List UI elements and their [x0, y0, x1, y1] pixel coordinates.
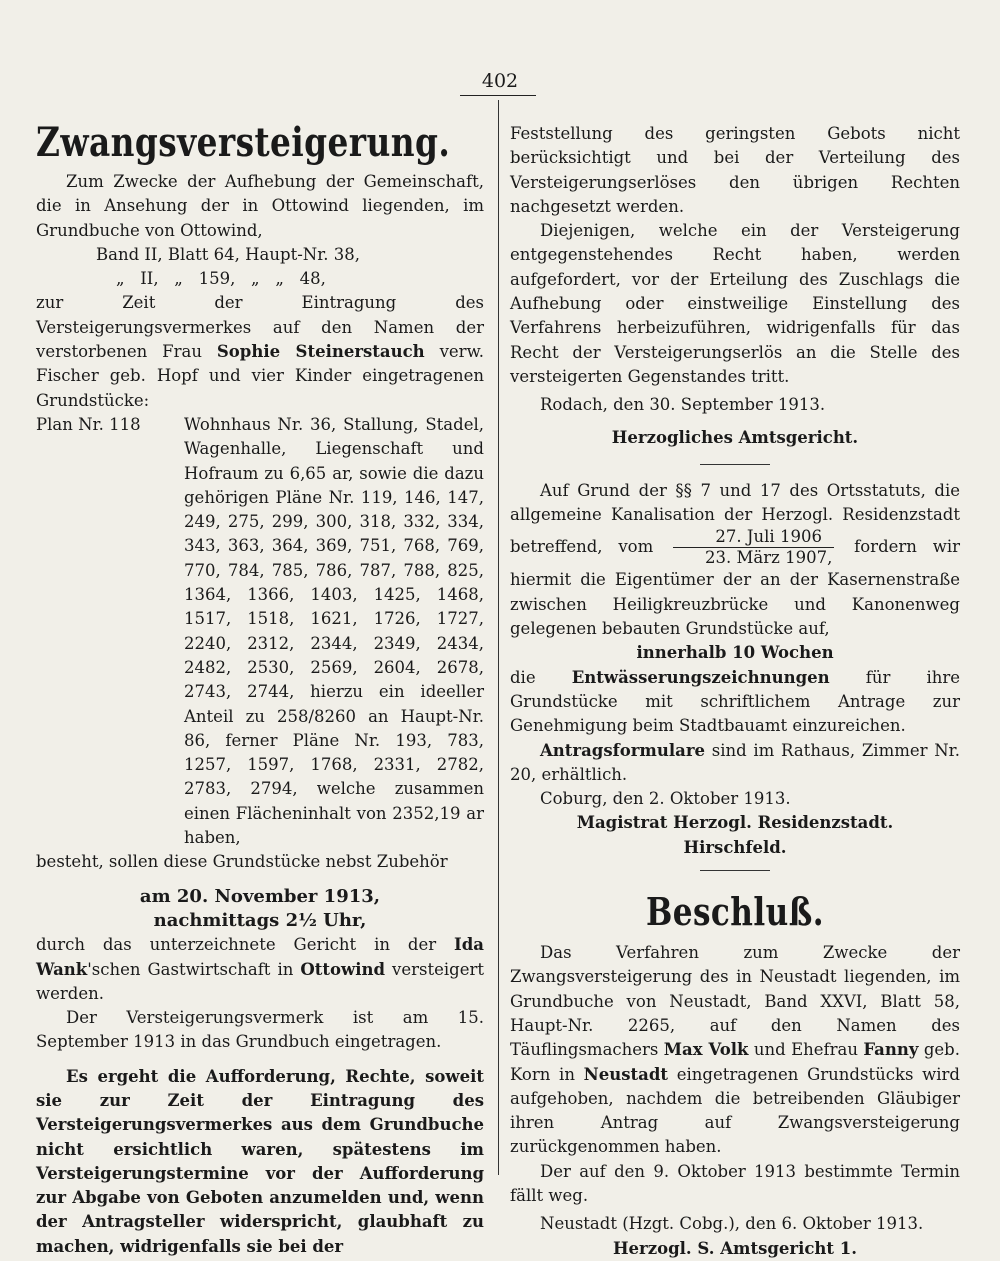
fraction-numerator: 27. Juli 1906	[673, 527, 834, 548]
ottowind-name: Ottowind	[300, 959, 386, 979]
diejenigen-paragraph: Diejenigen, welche ein der Versteigerung entgegenstehendes Recht haben, werden aufgefordert, vor der Erteilung des Zuschlags die Aufhebung oder einstweilige Einstellung des Verfahrens herbeizuführen, widrigenfalls für das Recht der Versteigerungserlös an die Stelle des versteigerten Gegenstandes tritt.	[510, 221, 960, 386]
owner-rest: verw. Fischer geb. Hopf und vier Kinder eingetragenen Grundstücke:	[36, 342, 484, 410]
page-number-rule	[460, 95, 536, 96]
neustadt-date: Neustadt (Hzgt. Cobg.), den 6. Oktober 1913.	[540, 1214, 924, 1234]
die-word: die	[510, 667, 572, 687]
band-line-1: Band II, Blatt 64, Haupt-Nr. 38,	[96, 244, 361, 264]
entry-text: zur Zeit der Eintragung des Versteigerungsvermerkes auf den Namen der verstorbenen Frau	[36, 293, 484, 362]
court-signature-1: Herzogliches Amtsgericht.	[611, 427, 859, 447]
formulare-word: Antragsformulare	[540, 740, 706, 760]
vermerk-paragraph: Der Versteigerungsvermerk ist am 15. September 1913 in das Grundbuch eingetragen.	[36, 1008, 484, 1052]
auction-date: am 20. November 1913,	[139, 885, 381, 907]
page-number: 402	[481, 70, 519, 92]
termin-paragraph: Der auf den 9. Oktober 1913 bestimmte Termin fällt weg.	[510, 1161, 960, 1205]
zeichnungen-paragraph	[510, 666, 960, 739]
besteht-line: besteht, sollen diese Grundstücke nebst Zubehör	[36, 852, 448, 872]
notice-title-beschluss: Beschluß.	[645, 889, 825, 935]
beschluss-paragraph	[510, 941, 960, 1160]
date-fraction	[673, 527, 834, 568]
fraction-denominator: 23. März 1907,	[705, 548, 833, 568]
notice-b: fordern wir hiermit die Eigentümer der an der Kasernenstraße zwischen Heiligkreuzbrücke und Kanonenweg gelegenen bebauten Grundstücke auf,	[510, 537, 960, 639]
court-mid: 'schen Gastwirtschaft in	[87, 959, 301, 979]
left-column	[36, 120, 484, 1259]
continuation-paragraph: Feststellung des geringsten Gebots nicht berücksichtigt und bei der Verteilung des Versteigerungserlöses den übrigen Rechten nachgesetzt werden.	[510, 124, 960, 216]
zeichnungen-word: Entwässerungszeichnungen	[571, 667, 830, 687]
entry-paragraph	[36, 291, 484, 412]
section-rule-2	[700, 870, 770, 871]
formulare-paragraph	[510, 739, 960, 788]
intro-paragraph: Zum Zwecke der Aufhebung der Gemeinschaft, die in Ansehung der in Ottowind liegenden, im Grundbuche von Ottowind,	[36, 172, 484, 240]
court-pre: durch das unterzeichnete Gericht in der	[36, 935, 455, 955]
hirschfeld-signature: Hirschfeld.	[683, 837, 787, 857]
auction-time: nachmittags 2½ Uhr,	[153, 909, 367, 931]
section-rule-1	[700, 464, 770, 465]
notice-a: Auf Grund der §§ 7 und 17 des Ortsstatuts, die allgemeine Kanalisation der Herzogl. Residenzstadt betreffend, vom	[510, 480, 960, 557]
ida-name: Ida Wank	[36, 935, 484, 979]
notice-c: für ihre Grundstücke mit schriftlichem Antrage zur Genehmigung beim Stadtbauamt einzureichen.	[510, 667, 960, 736]
plan-label: Plan Nr. 118	[36, 414, 141, 434]
plan-text: Wohnhaus Nr. 36, Stallung, Stadel, Wagenhalle, Liegenschaft und Hofraum zu 6,65 ar, sowie die dazu gehörigen Pläne Nr. 119, 146, 147, 249, 275, 299, 300, 318, 332, 334, 343, 363, 364, 369, 751, 768, 769, 770, 784, 785, 786, 787, 788, 825, 1364, 1366, 1403, 1425, 1468, 1517, 1518, 1621, 1726, 1727, 2240, 2312, 2344, 2349, 2434, 2482, 2530, 2569, 2604, 2678, 2743, 2744, hierzu ein ideeller Anteil zu 258/8260 an Haupt-Nr. 86, ferner Pläne Nr. 193, 783, 1257, 1597, 1768, 2331, 2782, 2783, 2794, welche zusammen einen Flächeninhalt von 2352,19 ar haben,	[184, 414, 484, 848]
owner-name: Sophie Steinerstauch	[216, 342, 425, 362]
coburg-date: Coburg, den 2. Oktober 1913.	[540, 789, 791, 809]
beschluss-a: Das Verfahren zum Zwecke der Zwangsversteigerung des in Neustadt liegenden, im Grundbuche von Neustadt, Band XXVI, Blatt 58, Haupt-Nr. 2265, auf den Namen des Täuflingsmachers	[510, 943, 960, 1060]
plan-entry	[36, 413, 484, 850]
beschluss-d: eingetragenen Grundstücks wird aufgehoben, nachdem die betreibenden Gläubiger ihren Antrag auf Zwangsversteigerung zurückgenommen haben.	[510, 1064, 960, 1157]
kanalisation-paragraph	[510, 479, 960, 641]
magistrat-signature: Magistrat Herzogl. Residenzstadt.	[576, 813, 894, 833]
neustadt-name: Neustadt	[583, 1064, 668, 1084]
court-signature-2: Herzogl. S. Amtsgericht 1.	[612, 1238, 858, 1258]
within-deadline: innerhalb 10 Wochen	[636, 643, 834, 663]
beschluss-c: geb. Korn in	[510, 1040, 960, 1084]
band-line-2: „ II, „ 159, „ „ 48,	[116, 269, 326, 289]
court-post: versteigert werden.	[36, 959, 484, 1003]
formulare-rest: sind im Rathaus, Zimmer Nr. 20, erhältlich.	[510, 740, 960, 784]
column-divider	[498, 100, 499, 1175]
aufforderung-paragraph: Es ergeht die Aufforderung, Rechte, soweit sie zur Zeit der Eintragung des Versteigerungsvermerkes aus dem Grundbuche nicht ersichtlich waren, spätestens im Versteigerungstermine vor der Aufforderung zur Abgabe von Geboten anzumelden und, wenn der Antragsteller widerspricht, glaubhaft zu machen, widrigenfalls sie bei der	[36, 1066, 484, 1256]
fanny-name: Fanny	[863, 1040, 919, 1060]
notice-title-zwangsversteigerung: Zwangsversteigerung.	[36, 119, 451, 166]
max-volk-name: Max Volk	[663, 1040, 749, 1060]
beschluss-b: und Ehefrau	[748, 1040, 864, 1060]
right-column	[510, 122, 960, 1261]
court-paragraph	[36, 933, 484, 1006]
rodach-date: Rodach, den 30. September 1913.	[540, 395, 826, 415]
